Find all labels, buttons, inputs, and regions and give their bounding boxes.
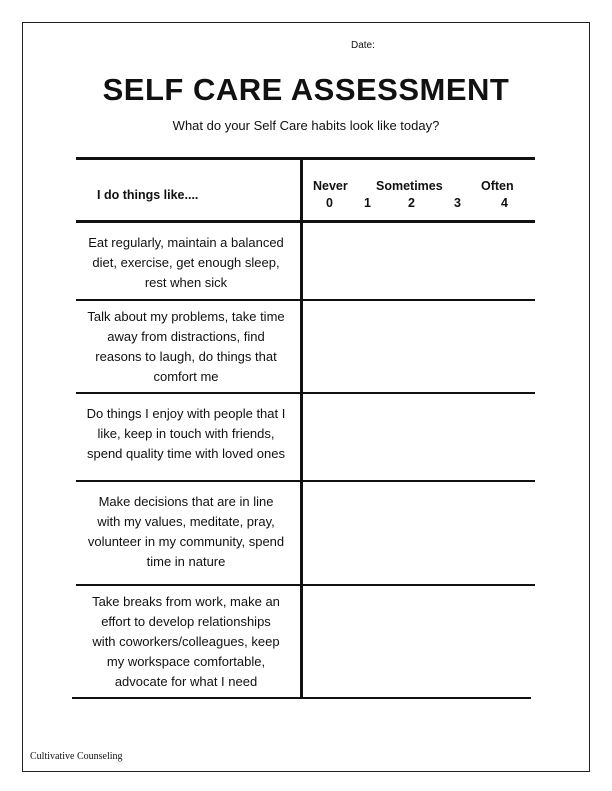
scale-number-4: 4: [501, 196, 508, 210]
row-text-line: my workspace comfortable,: [106, 654, 266, 669]
table-row-description: [76, 233, 296, 293]
date-label: Date:: [351, 40, 375, 51]
table-row-description: [76, 492, 296, 572]
table-row-description: [76, 592, 296, 692]
row-text-line: Take breaks from work, make an: [92, 594, 280, 609]
scale-number-1: 1: [364, 196, 371, 210]
row-text-line: time in nature: [146, 554, 226, 569]
row-text-line: with my values, meditate, pray,: [97, 514, 275, 529]
scale-label-never: Never: [313, 179, 348, 193]
table-header-rule: [76, 220, 535, 223]
row-text-line: Talk about my problems, take time: [87, 309, 285, 324]
row-text-line: rest when sick: [144, 275, 228, 290]
row-text-line: Eat regularly, maintain a balanced: [88, 235, 284, 250]
row-text-line: with coworkers/colleagues, keep: [92, 634, 280, 649]
scale-number-0: 0: [326, 196, 333, 210]
scale-label-sometimes: Sometimes: [376, 179, 443, 193]
row-text-line: comfort me: [153, 369, 219, 384]
table-bottom-rule: [72, 697, 531, 699]
column-header-activities: I do things like....: [97, 188, 199, 202]
scale-label-often: Often: [481, 179, 514, 193]
row-text-line: Make decisions that are in line: [98, 494, 274, 509]
row-text-line: like, keep in touch with friends,: [97, 426, 275, 441]
page-title: SELF CARE ASSESSMENT: [102, 72, 510, 107]
row-text-line: reasons to laugh, do things that: [95, 349, 277, 364]
row-text-line: volunteer in my community, spend: [87, 534, 285, 549]
page-subtitle: What do your Self Care habits look like today?: [172, 118, 440, 133]
row-text-line: Do things I enjoy with people that I: [86, 406, 286, 421]
table-row-description: [76, 404, 296, 464]
row-text-line: spend quality time with loved ones: [86, 446, 285, 461]
scale-number-2: 2: [408, 196, 415, 210]
row-divider: [76, 480, 535, 482]
table-column-divider: [300, 157, 303, 699]
row-text-line: diet, exercise, get enough sleep,: [92, 255, 280, 270]
row-text-line: advocate for what I need: [114, 674, 258, 689]
table-top-rule: [76, 157, 535, 160]
row-text-line: effort to develop relationships: [101, 614, 271, 629]
row-divider: [76, 584, 535, 586]
footer-credit: Cultivative Counseling: [30, 751, 123, 762]
scale-number-3: 3: [454, 196, 461, 210]
row-divider: [76, 392, 535, 394]
row-divider: [76, 299, 535, 301]
row-text-line: away from distractions, find: [107, 329, 265, 344]
table-row-description: [76, 307, 296, 387]
